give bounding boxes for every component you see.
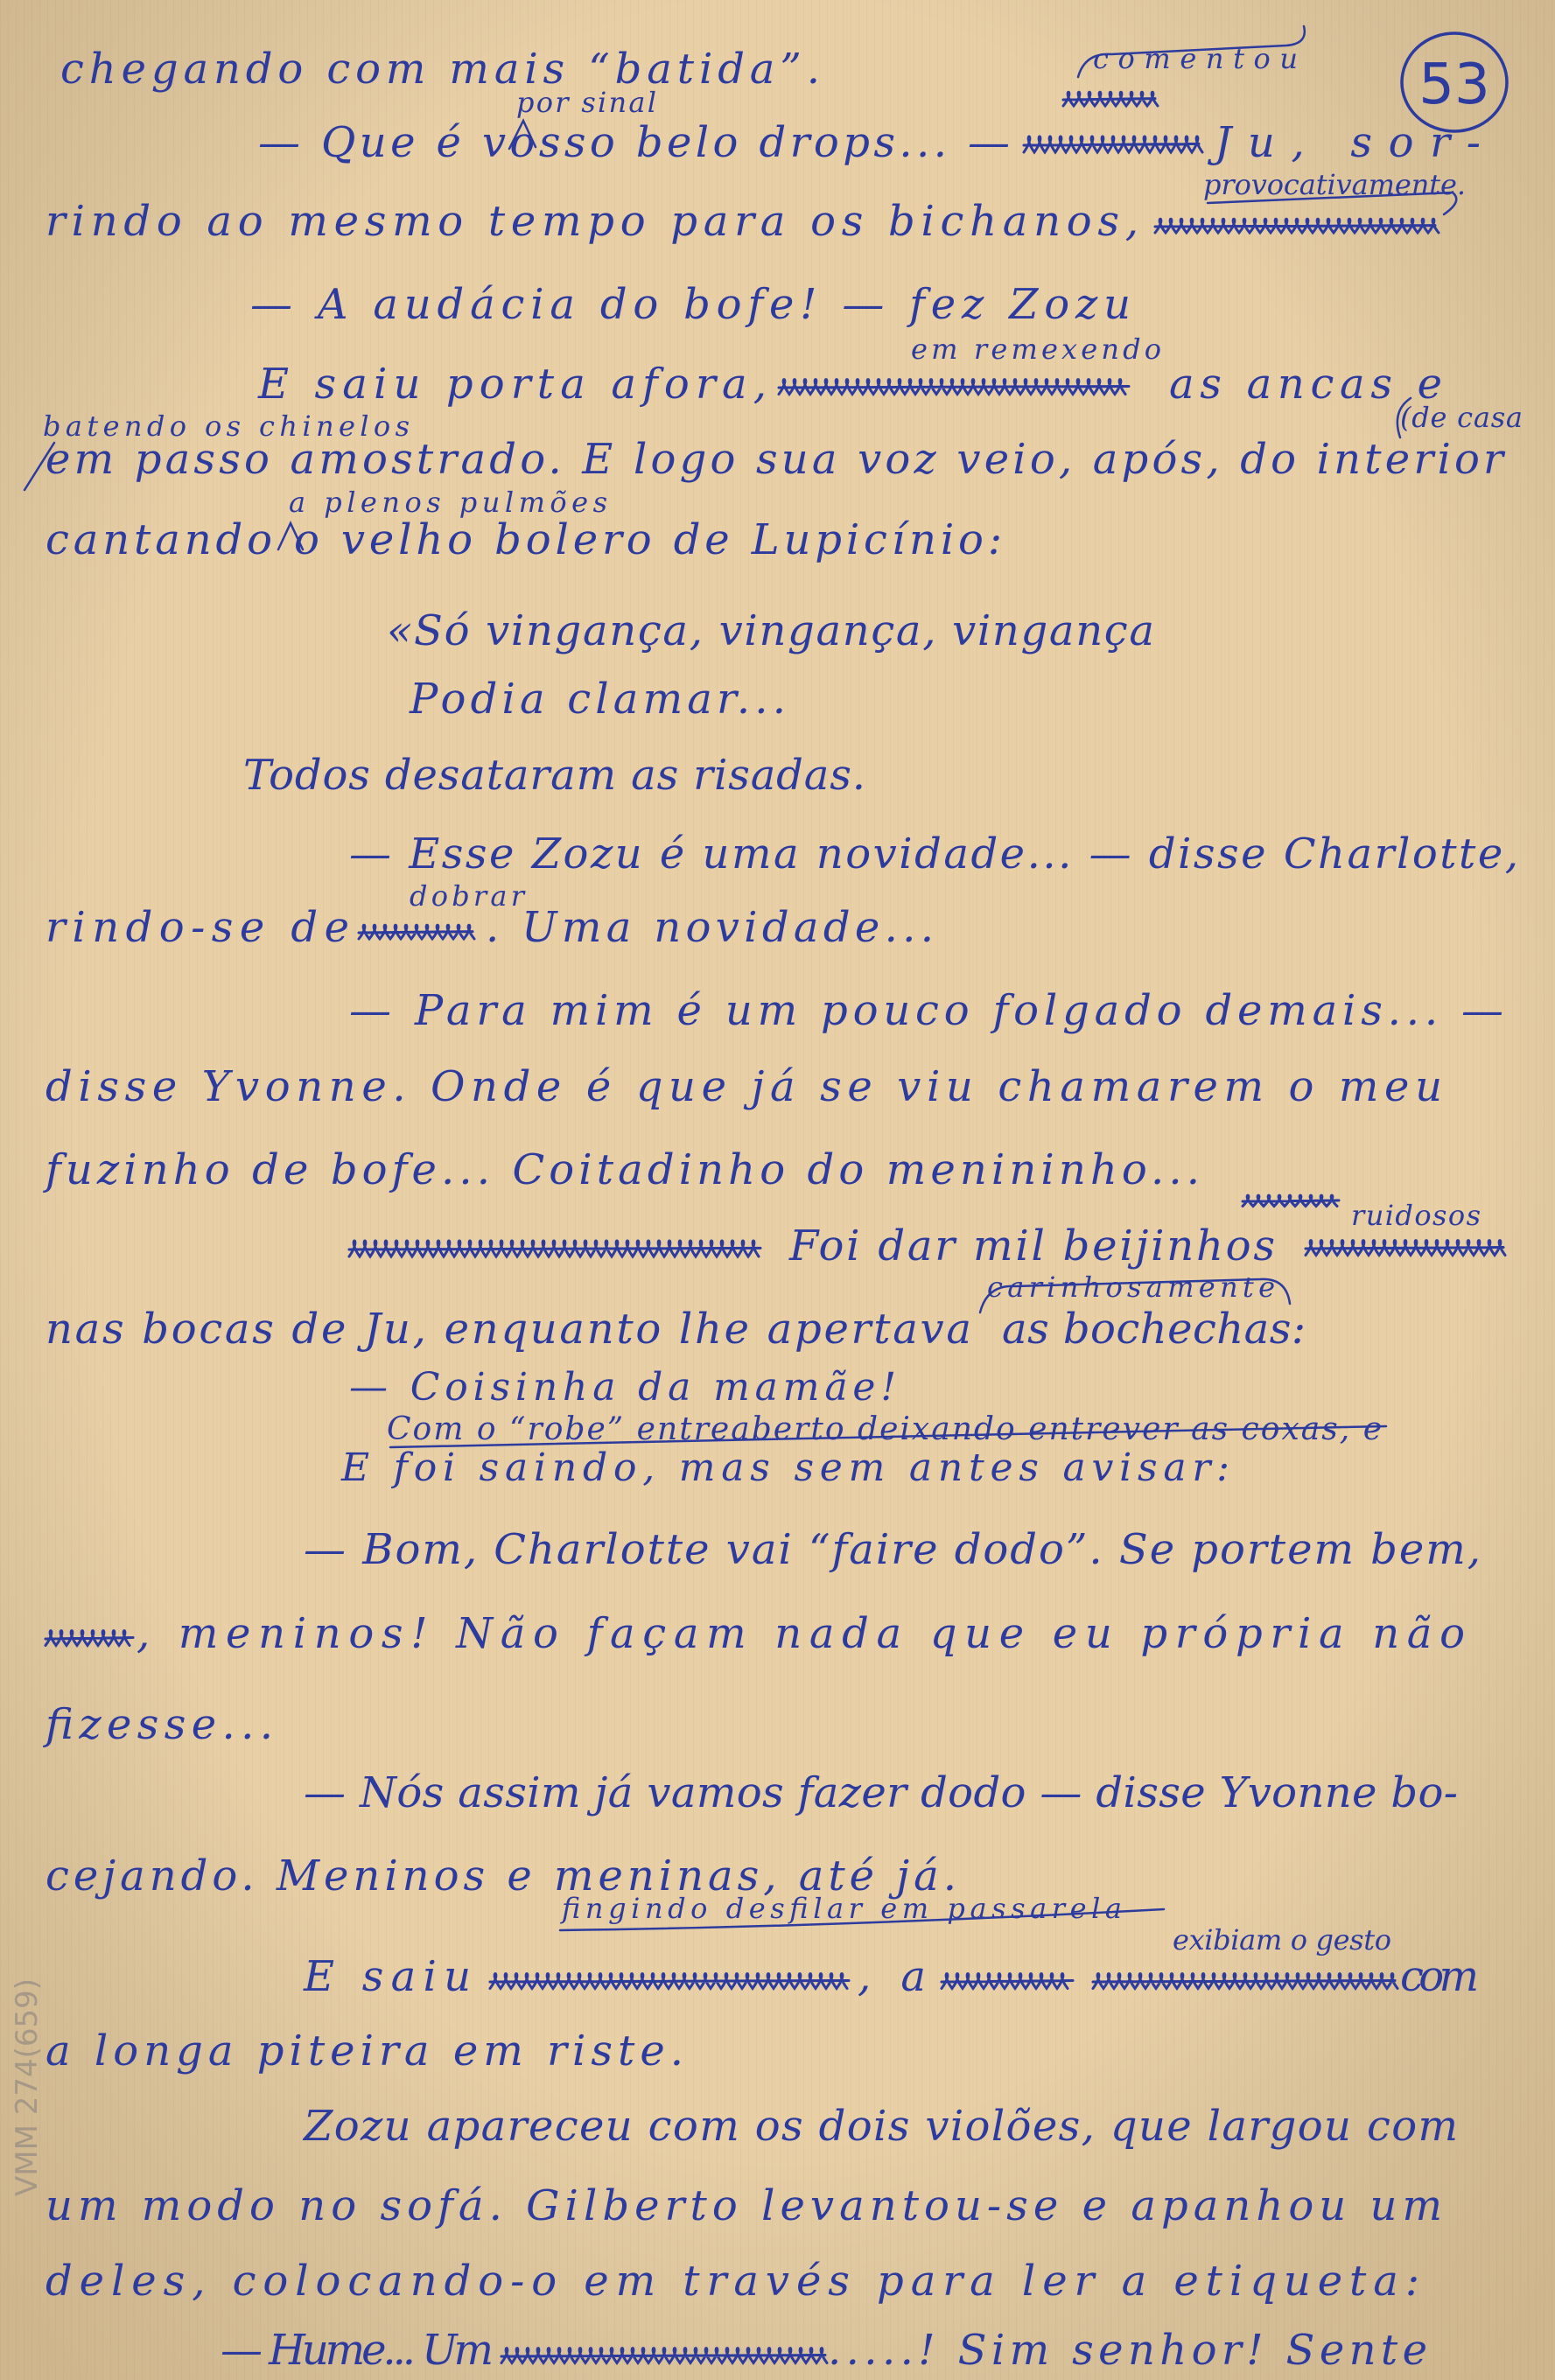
manuscript-line: nas bocas de Ju, enquanto lhe apertava xyxy=(46,1305,971,1354)
manuscript-line: — Esse Zozu é uma novidade... — disse Charlotte, xyxy=(349,830,1518,878)
manuscript-line: cantando o velho bolero de Lupicínio: xyxy=(46,515,1002,564)
manuscript-line: .....! Sim senhor! Sente xyxy=(828,2326,1427,2375)
interlinear-insertion: provocativamente. xyxy=(1203,168,1466,201)
interlinear-insertion: batendo os chinelos xyxy=(43,410,410,443)
manuscript-line: rindo-se de xyxy=(46,903,349,952)
interlinear-insertion: ruidosos xyxy=(1351,1199,1481,1232)
interlinear-insertion: Com o “robe” entreaberto deixando entrever as coxas, e xyxy=(387,1411,1382,1447)
interlinear-insertion: carinhosamente xyxy=(987,1270,1275,1304)
interlinear-insertion: a plenos pulmões xyxy=(289,486,607,519)
interlinear-insertion: dobrar xyxy=(410,879,524,913)
manuscript-line: deles, colocando-o em través para ler a etiqueta: xyxy=(46,2257,1420,2306)
manuscript-line: as bochechas: xyxy=(1002,1305,1306,1354)
interlinear-insertion: em remexendo xyxy=(911,332,1161,366)
manuscript-line: rindo ao mesmo tempo para os bichanos, xyxy=(46,197,1138,246)
interlinear-insertion: por sinal xyxy=(516,86,656,119)
manuscript-line: — Bom, Charlotte vai “faire dodo”. Se portem bem, xyxy=(304,1525,1481,1574)
interlinear-insertion: exibiam o gesto xyxy=(1173,1923,1391,1956)
manuscript-line: — A audácia do bofe! — fez Zozu xyxy=(250,280,1131,329)
interlinear-insertion: (de casa xyxy=(1400,401,1523,434)
interlinear-insertion: comentou xyxy=(1093,42,1298,75)
manuscript-line: — Que é vosso belo drops... — xyxy=(258,118,1010,167)
manuscript-line: com xyxy=(1400,1952,1479,2001)
page-number: 53 xyxy=(1418,52,1490,117)
manuscript-line: a longa piteira em riste. xyxy=(46,2026,683,2076)
manuscript-line: Zozu apareceu com os dois violões, que largou com xyxy=(304,2102,1458,2151)
manuscript-line: — Para mim é um pouco folgado demais... — xyxy=(349,986,1504,1035)
manuscript-line: . Uma novidade... xyxy=(486,903,934,952)
manuscript-line: E saiu xyxy=(304,1952,471,2001)
manuscript-line: um modo no sofá. Gilberto levantou-se e apanhou um xyxy=(46,2181,1442,2230)
archive-pencil-mark: VMM 274(659) xyxy=(10,1978,45,2196)
interlinear-insertion: fingindo desfilar em passarela xyxy=(562,1892,1122,1925)
manuscript-line: E saiu porta afora, xyxy=(258,360,767,409)
manuscript-line: fuzinho de bofe... Coitadinho do menininho... xyxy=(46,1145,1200,1194)
manuscript-line: — Nós assim já vamos fazer dodo — disse Yvonne bo- xyxy=(304,1768,1458,1817)
manuscript-line: fizesse... xyxy=(46,1700,273,1749)
manuscript-line: cejando. Meninos e meninas, até já. xyxy=(46,1852,956,1900)
manuscript-line: «Só vingança, vingança, vingança xyxy=(387,606,1154,655)
manuscript-line: — Hume... Um xyxy=(221,2326,494,2375)
manuscript-line: Foi dar mil beijinhos xyxy=(789,1222,1275,1270)
manuscript-line: Podia clamar... xyxy=(410,675,786,724)
manuscript-line: Ju, sor- xyxy=(1215,118,1481,167)
manuscript-line: , a xyxy=(858,1952,926,2001)
manuscript-line: E foi saindo, mas sem antes avisar: xyxy=(341,1446,1229,1490)
manuscript-line: em passo amostrado. E logo sua voz veio, após, do interior xyxy=(46,435,1503,484)
manuscript-line: disse Yvonne. Onde é que já se viu chamarem o meu xyxy=(46,1062,1442,1111)
manuscript-line: , meninos! Não façam nada que eu própria não xyxy=(137,1609,1465,1658)
manuscript-line: chegando com mais “batida”. xyxy=(60,45,820,94)
manuscript-line: — Coisinha da mamãe! xyxy=(349,1365,896,1410)
manuscript-line: Todos desataram as risadas. xyxy=(243,751,865,800)
manuscript-line: as ancas e xyxy=(1169,360,1442,409)
